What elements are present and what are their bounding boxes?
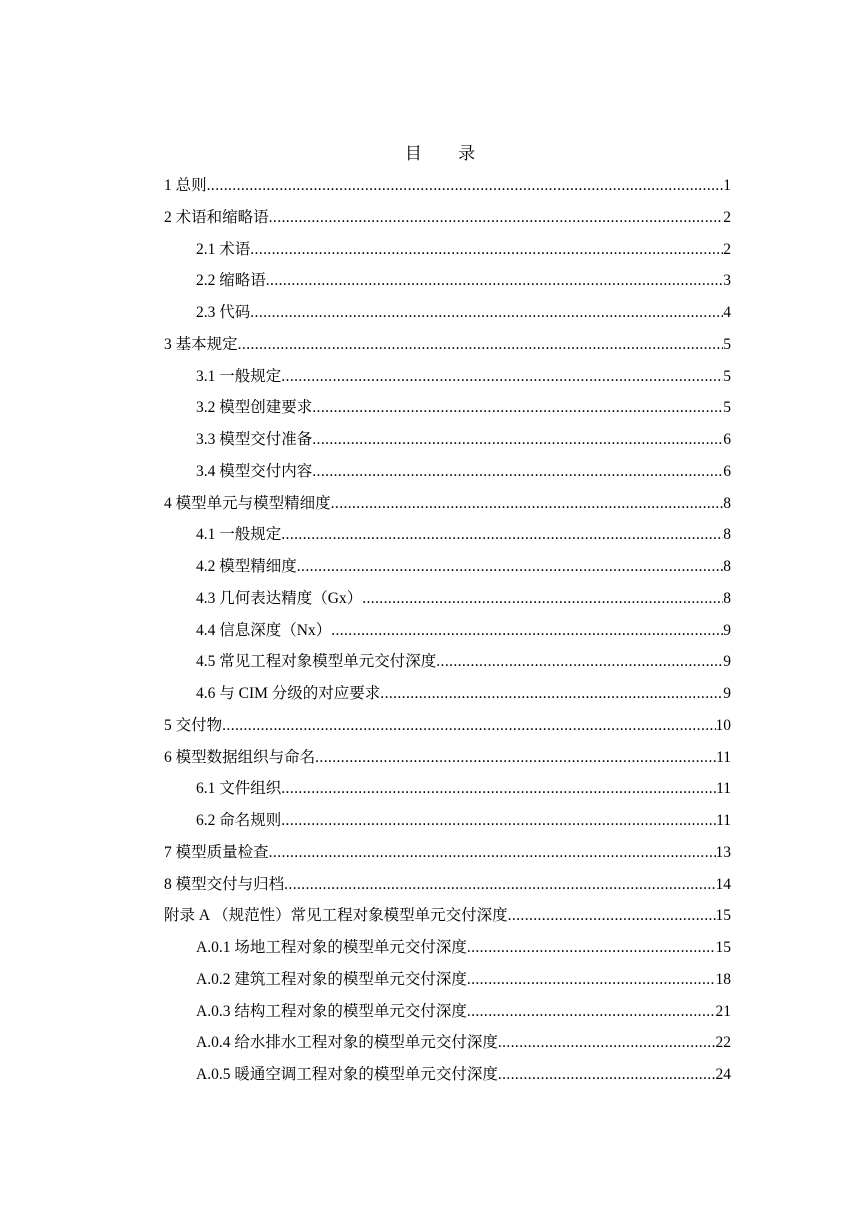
- toc-subentry[interactable]: [164, 265, 731, 297]
- toc-entry-page: 15: [715, 907, 731, 925]
- toc-dot-leader: [250, 297, 723, 329]
- toc-entry-page: 5: [723, 335, 731, 353]
- toc-entry-page: 11: [716, 780, 731, 798]
- toc-subentry[interactable]: [164, 297, 731, 329]
- toc-dot-leader: [238, 329, 724, 361]
- toc-entry-label: 2.1 术语: [196, 240, 251, 258]
- toc-subentry[interactable]: [164, 773, 731, 805]
- toc-entry-label: 7 模型质量检查: [164, 843, 269, 861]
- toc-entry-label: 3.4 模型交付内容: [196, 462, 313, 480]
- toc-entry-label: 3.1 一般规定: [196, 367, 282, 385]
- toc-entry-label: A.0.1 场地工程对象的模型单元交付深度: [196, 939, 467, 956]
- toc-subentry[interactable]: [164, 646, 731, 678]
- toc-dot-leader: [266, 265, 723, 297]
- toc-entry-label: 4.3 几何表达精度（Gx）: [196, 589, 363, 607]
- toc-dot-leader: [331, 615, 723, 647]
- toc-subentry[interactable]: [164, 392, 731, 424]
- toc-entry-label: 3.2 模型创建要求: [196, 399, 313, 417]
- toc-dot-leader: [498, 1027, 716, 1059]
- toc-entry[interactable]: [164, 837, 731, 869]
- toc-title: 目 录: [404, 144, 492, 163]
- toc-dot-leader: [281, 773, 716, 805]
- toc-dot-leader: [269, 837, 716, 869]
- toc-entry-page: 18: [715, 970, 731, 988]
- toc-entry-label: 4.6 与 CIM 分级的对应要求: [196, 685, 381, 702]
- toc-entry-page: 8: [723, 494, 731, 512]
- toc-entry-label: 6 模型数据组织与命名: [164, 748, 316, 766]
- toc-dot-leader: [312, 456, 723, 488]
- toc-entry-page: 8: [723, 589, 731, 607]
- toc-entry-label: 4 模型单元与模型精细度: [164, 494, 331, 512]
- toc-entry-page: 3: [723, 272, 731, 290]
- toc-subentry[interactable]: [164, 361, 731, 393]
- toc-entry-label: A.0.3 结构工程对象的模型单元交付深度: [196, 1002, 467, 1020]
- toc-subentry[interactable]: [164, 551, 731, 583]
- toc-entry[interactable]: [164, 170, 731, 202]
- toc-entry-page: 22: [715, 1034, 731, 1052]
- toc-entry-label: A.0.2 建筑工程对象的模型单元交付深度: [196, 970, 467, 988]
- toc-entry-page: 11: [716, 748, 731, 766]
- toc-entry-label: 4.2 模型精细度: [196, 558, 297, 575]
- toc-subentry[interactable]: [164, 1027, 731, 1059]
- toc-entry[interactable]: [164, 710, 731, 742]
- toc-dot-leader: [498, 1059, 716, 1091]
- toc-entry-label: 3 基本规定: [164, 335, 238, 353]
- toc-dot-leader: [250, 234, 723, 266]
- toc-entry-label: 4.1 一般规定: [196, 526, 282, 544]
- toc-entry-page: 9: [723, 653, 731, 671]
- toc-entry-page: 10: [715, 716, 731, 734]
- toc-entry-page: 11: [716, 812, 731, 829]
- toc-entry-label: 5 交付物: [164, 716, 223, 734]
- toc-subentry[interactable]: [164, 456, 731, 488]
- toc-dot-leader: [315, 742, 716, 774]
- toc-dot-leader: [207, 170, 724, 202]
- toc-entry-label: 4.4 信息深度（Nx）: [196, 621, 332, 639]
- toc-entry-label: 2.2 缩略语: [196, 272, 266, 290]
- toc-dot-leader: [508, 900, 716, 932]
- toc-entry-page: 2: [723, 208, 731, 226]
- toc-dot-leader: [312, 424, 723, 456]
- toc-subentry[interactable]: [164, 234, 731, 266]
- toc-entry-label: 2 术语和缩略语: [164, 208, 269, 226]
- toc-entry[interactable]: [164, 900, 731, 932]
- toc-entry-label: 8 模型交付与归档: [164, 875, 285, 893]
- toc-entry[interactable]: [164, 202, 731, 234]
- toc-entry[interactable]: [164, 869, 731, 901]
- toc-entry-label: 1 总则: [164, 177, 207, 194]
- toc-entry-page: 13: [715, 843, 731, 861]
- toc-dot-leader: [284, 869, 715, 901]
- toc-entry[interactable]: [164, 488, 731, 520]
- toc-entry[interactable]: [164, 742, 731, 774]
- toc-entry-page: 8: [723, 526, 731, 544]
- toc-entry-page: 14: [715, 875, 731, 893]
- toc-dot-leader: [312, 392, 723, 424]
- toc-entry-page: 5: [723, 399, 731, 417]
- toc-entry[interactable]: [164, 329, 731, 361]
- toc-entry-page: 5: [723, 367, 731, 385]
- toc-dot-leader: [467, 964, 716, 996]
- toc-entry-page: 15: [715, 939, 731, 956]
- toc-entry-page: 9: [723, 685, 731, 702]
- toc-subentry[interactable]: [164, 424, 731, 456]
- toc-entry-page: 2: [723, 240, 731, 258]
- toc-entry-page: 9: [723, 621, 731, 639]
- toc-subentry[interactable]: [164, 1059, 731, 1091]
- toc-subentry[interactable]: [164, 996, 731, 1028]
- toc-entry-page: 6: [723, 431, 731, 448]
- toc-dot-leader: [281, 519, 723, 551]
- toc-subentry[interactable]: [164, 932, 731, 964]
- toc-dot-leader: [380, 678, 723, 710]
- toc-entry-label: 6.1 文件组织: [196, 780, 282, 798]
- toc-entry-page: 21: [715, 1002, 731, 1020]
- toc-entry-label: 4.5 常见工程对象模型单元交付深度: [196, 653, 437, 671]
- toc-entry-page: 6: [723, 462, 731, 480]
- toc-entry-label: 6.2 命名规则: [196, 812, 282, 829]
- toc-entry-label: 2.3 代码: [196, 304, 251, 321]
- toc-dot-leader: [222, 710, 715, 742]
- toc-dot-leader: [281, 361, 723, 393]
- toc-entry-page: 8: [723, 558, 731, 575]
- toc-subentry[interactable]: [164, 615, 731, 647]
- toc-dot-leader: [467, 996, 716, 1028]
- toc-entry-label: A.0.5 暖通空调工程对象的模型单元交付深度: [196, 1066, 498, 1083]
- toc-entry-label: 3.3 模型交付准备: [196, 431, 313, 448]
- toc-subentry[interactable]: [164, 519, 731, 551]
- toc-entry-label: 附录 A （规范性）常见工程对象模型单元交付深度: [164, 907, 508, 925]
- toc-subentry[interactable]: [164, 583, 731, 615]
- toc-dot-leader: [281, 805, 716, 837]
- toc-dot-leader: [297, 551, 723, 583]
- toc-dot-leader: [269, 202, 724, 234]
- toc-entry-label: A.0.4 给水排水工程对象的模型单元交付深度: [196, 1034, 498, 1052]
- toc-subentry[interactable]: [164, 964, 731, 996]
- toc-entry-page: 1: [723, 177, 731, 194]
- toc-entry-page: 4: [723, 304, 731, 321]
- toc-list: [164, 170, 731, 1091]
- toc-subentry[interactable]: [164, 678, 731, 710]
- toc-subentry[interactable]: [164, 805, 731, 837]
- toc-dot-leader: [362, 583, 723, 615]
- toc-entry-page: 24: [715, 1066, 731, 1083]
- toc-dot-leader: [436, 646, 723, 678]
- toc-dot-leader: [331, 488, 724, 520]
- toc-dot-leader: [467, 932, 716, 964]
